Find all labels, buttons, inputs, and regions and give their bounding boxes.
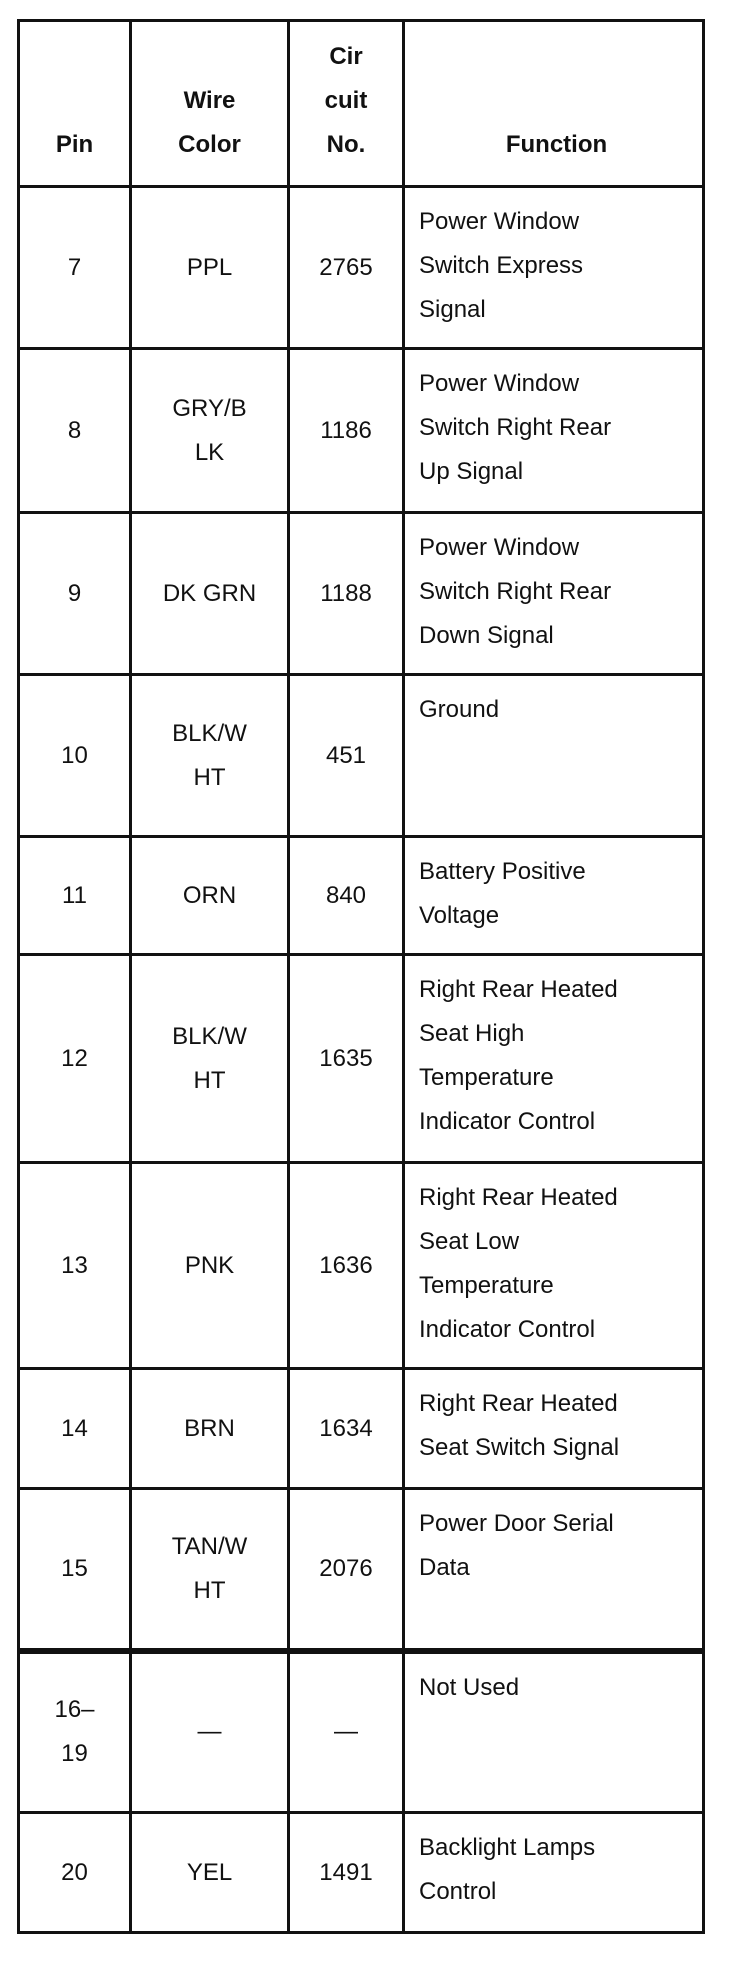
pin-text: 11 <box>62 881 87 909</box>
function-line: Backlight Lamps <box>419 1834 596 1861</box>
function-cell <box>404 1489 704 1651</box>
circuit-number-column-header <box>289 21 404 187</box>
wire-color-text: LK <box>194 438 225 466</box>
function-line: Right Rear Heated <box>419 1390 618 1417</box>
circuit-cell: 2765 <box>289 187 404 349</box>
function-line: Ground <box>419 696 500 723</box>
function-line: Voltage <box>419 902 500 929</box>
wire-color-text: BLK/W <box>172 1022 247 1050</box>
function-line: Up Signal <box>419 458 524 485</box>
function-line: Data <box>419 1554 470 1581</box>
wire-color-cell <box>131 349 289 513</box>
function-line: Not Used <box>419 1673 520 1701</box>
function-line: Indicator Control <box>419 1316 596 1343</box>
function-cell <box>404 955 704 1163</box>
wire-color-column-header <box>131 21 289 187</box>
pin-text: 7 <box>67 253 82 281</box>
function-line: Down Signal <box>419 622 554 649</box>
wire-color-header-line-2: Color <box>178 131 241 158</box>
pin-cell <box>19 187 131 349</box>
pin-cell <box>19 837 131 955</box>
function-line: Seat Switch Signal <box>419 1434 620 1461</box>
wire-color-cell <box>131 1651 289 1813</box>
wire-color-text: — <box>197 1718 222 1746</box>
function-cell <box>404 837 704 955</box>
pin-cell <box>19 675 131 837</box>
wire-color-text: DK GRN <box>162 579 257 607</box>
wire-color-text: HT <box>193 763 226 791</box>
wire-color-text: TAN/W <box>171 1532 248 1560</box>
circuit-cell: 840 <box>289 837 404 955</box>
function-line: Power Door Serial <box>419 1510 614 1537</box>
circuit-header-line-2: cuit <box>324 87 368 114</box>
wire-color-text: BRN <box>184 1414 235 1442</box>
circuit-cell: 451 <box>289 675 404 837</box>
function-line: Power Window <box>419 370 580 397</box>
table-row <box>19 1651 704 1813</box>
function-line: Switch Right Rear <box>419 578 612 605</box>
circuit-cell: 1636 <box>289 1163 404 1369</box>
pin-cell <box>19 1651 131 1813</box>
pin-text: 15 <box>61 1554 88 1582</box>
pin-text: 13 <box>61 1251 88 1279</box>
pin-text: 20 <box>61 1858 88 1886</box>
pin-cell <box>19 955 131 1163</box>
wire-color-text: HT <box>193 1576 226 1604</box>
function-line: Temperature <box>419 1064 554 1091</box>
function-line: Control <box>419 1878 497 1905</box>
function-cell <box>404 1813 704 1933</box>
circuit-cell: 1634 <box>289 1369 404 1489</box>
circuit-cell: 2076 <box>289 1489 404 1651</box>
function-line: Battery Positive <box>419 858 586 885</box>
function-line: Switch Express <box>419 252 584 279</box>
function-cell <box>404 349 704 513</box>
wire-color-text: GRY/B <box>172 394 247 422</box>
circuit-cell: — <box>289 1651 404 1813</box>
function-cell <box>404 513 704 675</box>
connector-pinout-table <box>17 19 705 1934</box>
pin-text: 16– <box>54 1696 95 1724</box>
function-line: Power Window <box>419 534 580 561</box>
table-row <box>19 1369 704 1489</box>
table-row <box>19 1163 704 1369</box>
wire-color-text: YEL <box>186 1858 233 1886</box>
pin-column-header <box>19 21 131 187</box>
circuit-header-line-1: Cir <box>329 43 363 70</box>
function-line: Right Rear Heated <box>419 976 618 1003</box>
table-row <box>19 1813 704 1933</box>
function-cell <box>404 675 704 837</box>
pin-text: 19 <box>61 1740 88 1768</box>
function-line: Seat High <box>419 1020 525 1047</box>
wire-color-cell <box>131 1163 289 1369</box>
function-line: Seat Low <box>419 1228 520 1255</box>
pin-cell <box>19 349 131 513</box>
table-row <box>19 187 704 349</box>
function-line: Right Rear Heated <box>419 1184 618 1211</box>
function-line: Power Window <box>419 208 580 235</box>
table-row <box>19 837 704 955</box>
pin-cell <box>19 513 131 675</box>
function-line: Indicator Control <box>419 1108 596 1135</box>
wire-color-cell <box>131 1369 289 1489</box>
pin-cell <box>19 1369 131 1489</box>
circuit-header-line-3: No. <box>326 131 366 158</box>
table-row <box>19 955 704 1163</box>
wire-color-text: PNK <box>184 1251 235 1279</box>
function-cell <box>404 1163 704 1369</box>
wire-color-cell <box>131 837 289 955</box>
wire-color-cell <box>131 1813 289 1933</box>
circuit-cell: 1186 <box>289 349 404 513</box>
table-row <box>19 513 704 675</box>
wire-color-cell <box>131 955 289 1163</box>
pin-header-text: Pin <box>55 131 94 158</box>
function-cell <box>404 187 704 349</box>
wire-color-text: BLK/W <box>172 719 247 747</box>
wire-color-text: ORN <box>182 881 237 909</box>
circuit-cell: 1635 <box>289 955 404 1163</box>
pin-cell <box>19 1489 131 1651</box>
pin-cell <box>19 1163 131 1369</box>
pin-text: 12 <box>61 1044 88 1072</box>
table-row <box>19 675 704 837</box>
function-line: Signal <box>419 296 486 323</box>
circuit-cell: 1188 <box>289 513 404 675</box>
circuit-cell: 1491 <box>289 1813 404 1933</box>
function-header-text: Function <box>505 131 608 158</box>
wire-color-header-line-1: Wire <box>183 87 236 114</box>
pin-text: 14 <box>61 1414 88 1442</box>
pin-text: 8 <box>67 416 82 444</box>
function-cell <box>404 1651 704 1813</box>
wire-color-cell <box>131 1489 289 1651</box>
function-column-header <box>404 21 704 187</box>
wire-color-cell <box>131 187 289 349</box>
function-line: Temperature <box>419 1272 554 1299</box>
function-cell <box>404 1369 704 1489</box>
pin-text: 9 <box>67 579 82 607</box>
table-row <box>19 1489 704 1651</box>
wire-color-text: PPL <box>186 253 233 281</box>
function-line: Switch Right Rear <box>419 414 612 441</box>
header-row <box>19 21 704 187</box>
pin-text: 10 <box>61 741 88 769</box>
pin-cell <box>19 1813 131 1933</box>
table-row <box>19 349 704 513</box>
wire-color-cell <box>131 513 289 675</box>
wire-color-cell <box>131 675 289 837</box>
wire-color-text: HT <box>193 1066 226 1094</box>
